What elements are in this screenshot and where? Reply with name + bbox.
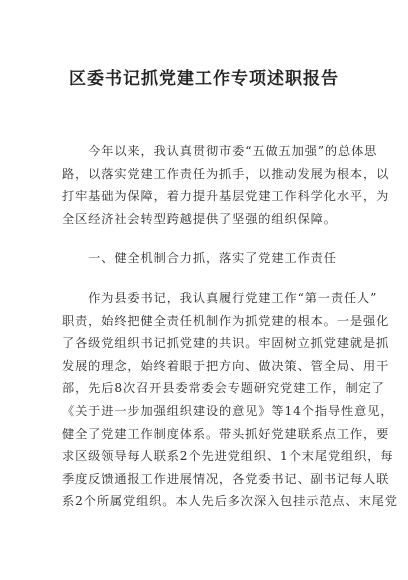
paragraph-2-line-6: 《关于进一步加强组织建设的意见》等14个指导性意见， xyxy=(62,403,394,418)
paragraph-1-line-1: 今年以来，我认真贯彻市委“五做五加强”的总体思 xyxy=(62,144,378,158)
paragraph-2-line-8: 求区级领导每人联系2个先进党组织、1个末尾党组织，每 xyxy=(62,449,394,464)
paragraph-1-line-3: 打牢基础为保障，着力提升基层党建工作科学化水平，为 xyxy=(62,189,390,204)
paragraph-2-line-4: 发展的理念，始终着眼于把方向、做决策、管全局、用干 xyxy=(62,358,390,373)
paragraph-gap xyxy=(62,270,354,287)
section-1-heading: 一、健全机制合力抓，落实了党建工作责任 xyxy=(62,251,337,266)
paragraph-2-line-5: 部，先后8次召开县委常委会专题研究党建工作，制定了 xyxy=(62,381,385,396)
paragraph-2-line-10: 系2个所属党组织。本人先后多次深入包挂示范点、末尾党 xyxy=(62,494,398,509)
paragraph-1-line-2: 路，以落实党建工作责任为抓手，以推动发展为根本，以 xyxy=(62,166,390,181)
document-title: 区委书记抓党建工作专项述职报告 xyxy=(69,69,339,89)
paragraph-1-line-4: 全区经济社会转型跨越提供了坚强的组织保障。 xyxy=(62,211,337,226)
paragraph-2-line-1: 作为县委书记，我认真履行党建工作“第一责任人” xyxy=(62,290,378,305)
paragraph-2-line-3: 了各级党组织书记抓党建的共识。牢固树立抓党建就是抓 xyxy=(62,336,390,351)
paragraph-2-line-9: 季度反馈通报工作进展情况，各党委书记、副书记每人联 xyxy=(62,471,390,486)
paragraph-2-line-7: 健全了党建工作制度体系。带头抓好党建联系点工作，要 xyxy=(62,426,390,441)
paragraph-gap xyxy=(62,230,354,247)
paragraph-2-line-2: 职责，始终把健全责任机制作为抓党建的根本。一是强化 xyxy=(62,313,390,328)
document-body xyxy=(62,140,398,513)
